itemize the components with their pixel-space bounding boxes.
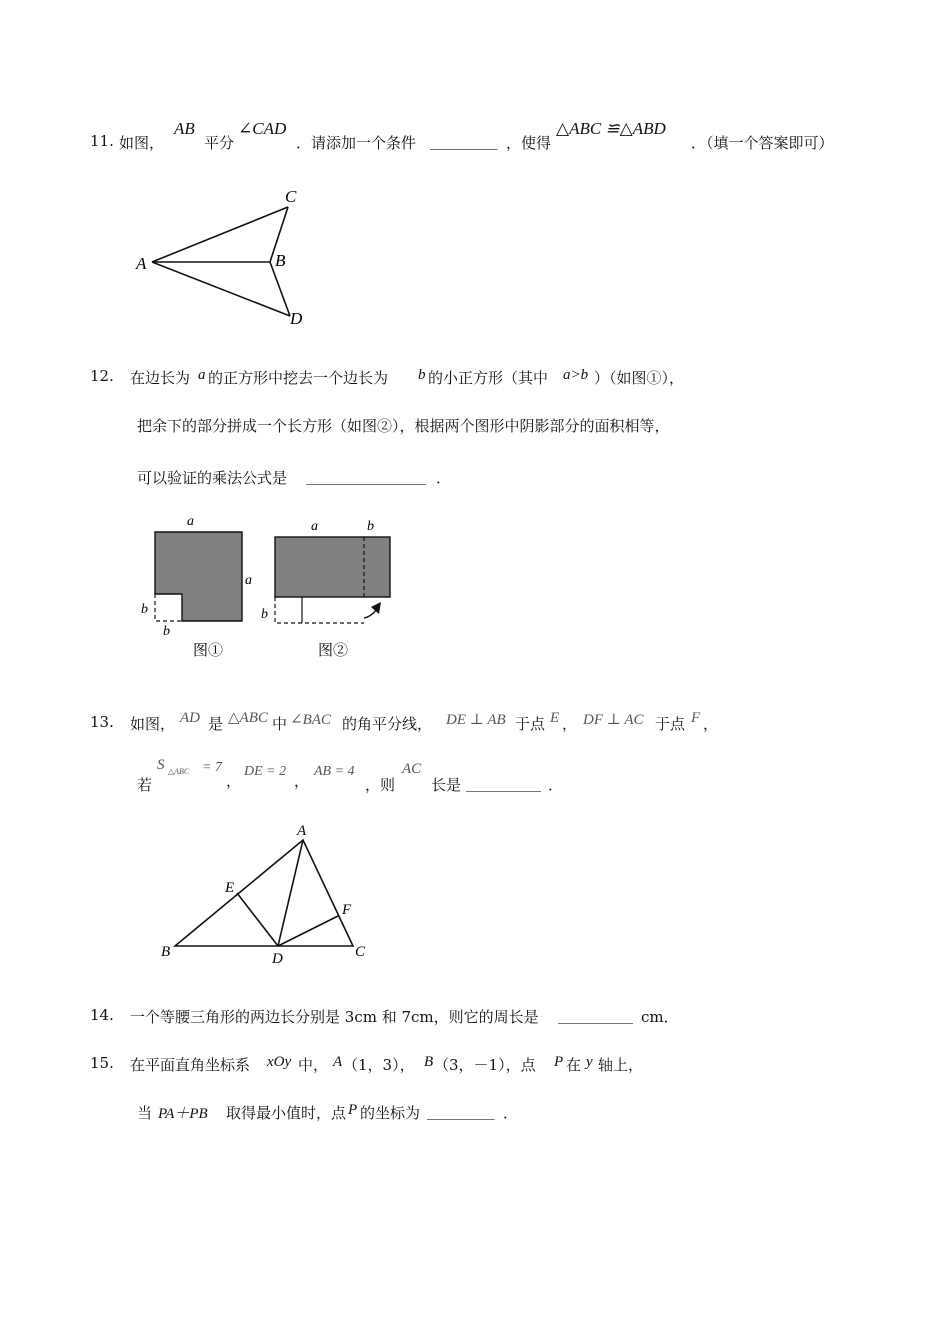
q13-number: 13. [90, 713, 114, 731]
q15-point-p2: P [348, 1102, 358, 1118]
q13-math-s-value: = 7 [202, 760, 222, 775]
q12-line1-b: 的正方形中挖去一个边长为 [208, 369, 389, 387]
q11-text-2: 平分 [204, 134, 235, 152]
q14-number: 14. [90, 1006, 114, 1024]
q15-y: y [586, 1054, 593, 1070]
arrow-icon [371, 602, 381, 614]
q13-math-ac: AC [402, 761, 422, 777]
q15-point-b: B [424, 1054, 434, 1070]
label-d: D [290, 309, 303, 328]
q11-math-angle: ∠CAD [238, 119, 287, 138]
segment-ad [278, 840, 303, 946]
q15-line1-c: （1，3）， [343, 1056, 415, 1074]
label-e: E [225, 880, 235, 896]
q15-line2-b: 取得最小值时，点 [226, 1104, 347, 1122]
q13-row2-text-2: ，则 [365, 776, 396, 794]
q13-text-4: 的角平分线， [342, 715, 433, 733]
fig2-caption: 图② [318, 643, 349, 659]
q15-end: ． [503, 1104, 519, 1122]
q15-line1-a: 在平面直角坐标系 [130, 1056, 251, 1074]
q13-math-e: E [550, 710, 560, 726]
fig2-shaded-rectangle [275, 537, 390, 597]
q11-text-1: 如图， [119, 134, 165, 152]
label-c: C [355, 944, 366, 960]
q12-line3: 可以验证的乘法公式是 [137, 469, 288, 487]
q15-line1-e: 在 [566, 1056, 582, 1074]
fig2-moved-piece [275, 597, 364, 623]
label-a: A [297, 823, 307, 839]
segment-bd [270, 262, 290, 316]
q13-math-s: S [157, 757, 165, 773]
label-b: B [161, 944, 171, 960]
label-a: A [136, 254, 147, 273]
q14-answer-blank[interactable]: __________ [558, 1006, 633, 1024]
q12-line1-c: 的小正方形（其中 [428, 369, 549, 387]
fig1-shaded-region [155, 532, 242, 621]
label-c: C [285, 187, 297, 206]
label-b: B [275, 251, 286, 270]
q11-text-3: ．请添加一个条件 [296, 134, 417, 152]
q14-end: cm． [641, 1008, 679, 1026]
q11-number: 11. [90, 132, 114, 150]
q11-figure [130, 180, 320, 330]
q15-point-a: A [333, 1054, 343, 1070]
segment-de [237, 893, 278, 946]
fig1-removed-square [155, 594, 182, 621]
label-d: D [272, 951, 283, 967]
q13-text-7: 于点 [655, 715, 686, 733]
q12-end: ． [436, 469, 452, 487]
q13-row2-text-1: 若 [137, 776, 153, 794]
q13-end: ． [548, 776, 564, 794]
fig1-label-a-right: a [245, 573, 252, 588]
fig2-label-a: a [311, 519, 318, 534]
q13-math-triangle: △ABC [228, 710, 268, 726]
q13-math-f: F [691, 710, 701, 726]
fig1-label-b-left: b [141, 602, 148, 617]
triangle-abc [175, 840, 353, 946]
q13-text-5: 于点 [515, 715, 546, 733]
q13-text-8: ， [703, 715, 719, 733]
q13-text-1: 如图， [130, 715, 176, 733]
q13-math-ab: AB = 4 [314, 764, 355, 779]
q13-text-3: 中 [272, 715, 288, 733]
q11-math-ab: AB [174, 119, 195, 138]
q11-answer-blank[interactable]: _________ [430, 132, 498, 150]
segment-df [278, 916, 338, 946]
q15-answer-blank[interactable]: _________ [427, 1102, 495, 1120]
q14-text: 一个等腰三角形的两边长分别是 3cm 和 7cm，则它的周长是 [130, 1008, 539, 1026]
q12-figures [135, 510, 405, 665]
q13-answer-blank[interactable]: __________ [466, 774, 541, 792]
q15-number: 15. [90, 1054, 114, 1072]
segment-ac [152, 207, 288, 262]
q13-text-6: ， [562, 715, 578, 733]
fig2-label-b-top: b [367, 519, 374, 534]
q15-line1-f: 轴上， [598, 1056, 644, 1074]
q13-figure [155, 820, 380, 970]
q13-row2-text-3: 长是 [431, 776, 462, 794]
q12-var-b: b [418, 367, 426, 383]
q11-text-4: ，使得 [506, 134, 552, 152]
q13-math-angle: ∠BAC [290, 712, 331, 728]
q13-comma-2: ， [294, 772, 310, 790]
label-f: F [342, 902, 352, 918]
q12-line2: 把余下的部分拼成一个长方形（如图②），根据两个图形中阴影部分的面积相等， [137, 417, 670, 435]
fig1-label-a-top: a [187, 514, 194, 529]
q13-math-de: DE = 2 [244, 764, 287, 779]
q13-math-de-perp: DE ⊥ AB [446, 712, 506, 728]
q15-line2-a: 当 [137, 1104, 153, 1122]
fig1-caption: 图① [193, 643, 224, 659]
q15-pa-pb: PA＋PB [158, 1106, 208, 1122]
q12-number: 12. [90, 367, 114, 385]
q13-math-df-perp: DF ⊥ AC [583, 712, 644, 728]
q11-math-congruent: △ABC ≌△ABD [556, 119, 666, 138]
fig2-label-b-left: b [261, 607, 268, 622]
q12-line1-a: 在边长为 [130, 369, 191, 387]
fig1-label-b-bottom: b [163, 624, 170, 639]
q13-comma-1: ， [226, 772, 242, 790]
q13-text-2: 是 [208, 715, 224, 733]
q13-math-ad: AD [180, 710, 200, 726]
q12-condition: a>b [563, 367, 589, 383]
q15-line1-d: （3，－1），点 [434, 1056, 536, 1074]
q13-math-s-subscript: △ABC [168, 767, 190, 776]
q12-line1-d: ）（如图①）， [594, 369, 685, 387]
q15-xoy: xOy [267, 1054, 292, 1070]
q15-point-p: P [554, 1054, 564, 1070]
q12-var-a: a [198, 367, 206, 383]
segment-ad [152, 262, 290, 316]
q15-line2-c: 的坐标为 [360, 1104, 421, 1122]
q15-line1-b: 中， [298, 1056, 329, 1074]
q11-text-5: ．（填一个答案即可） [691, 134, 834, 152]
q12-answer-blank[interactable]: ________________ [306, 467, 426, 485]
